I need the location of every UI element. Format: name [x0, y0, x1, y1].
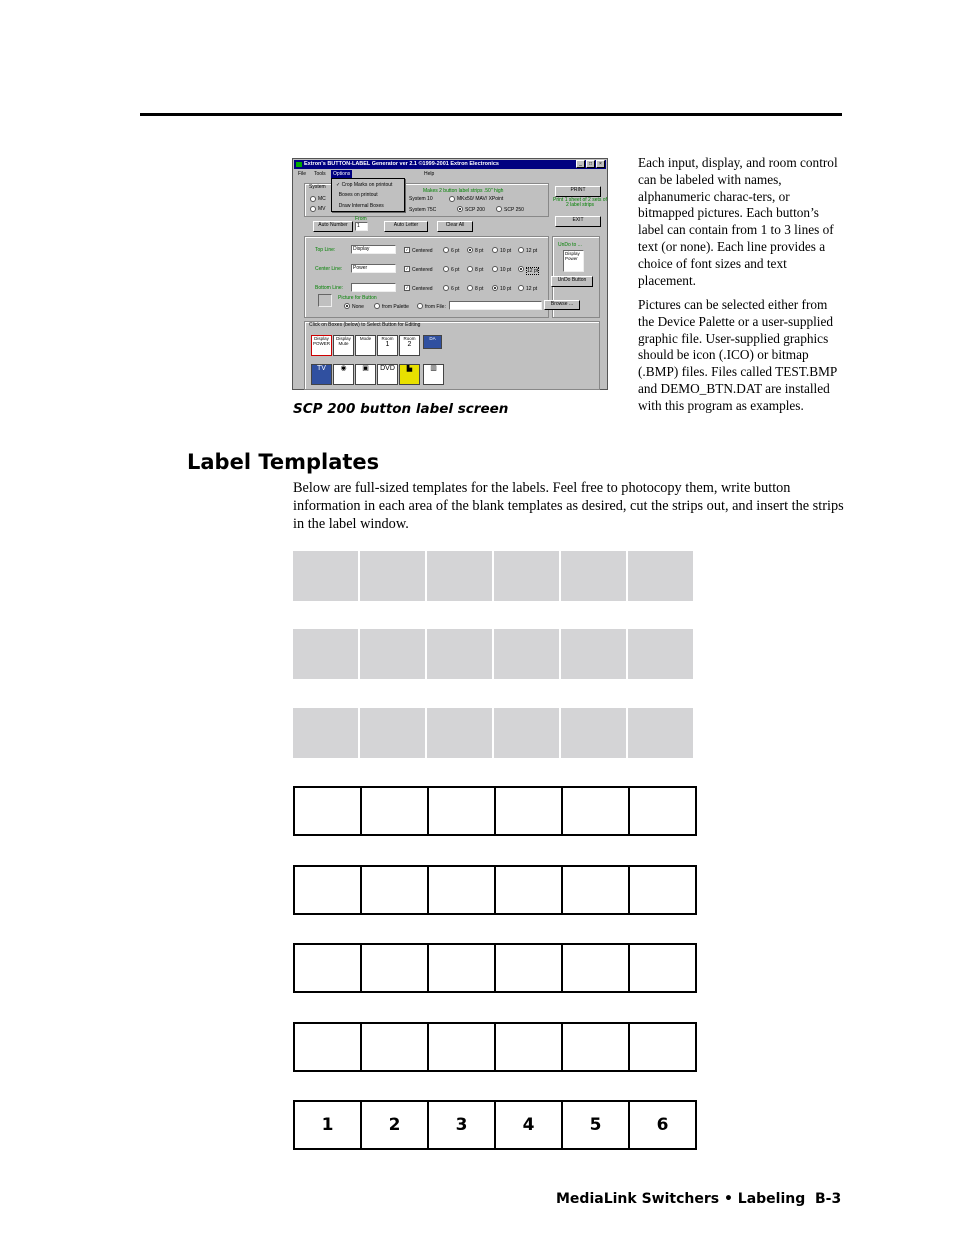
label-button-1[interactable]: Display POWER: [311, 335, 332, 356]
auto-letter-button[interactable]: Auto Letter: [384, 221, 428, 232]
label-button-3[interactable]: Mode: [355, 335, 376, 356]
numbered-cell: 4: [496, 1102, 563, 1148]
template-cell: [494, 551, 561, 601]
menu-item-crop-marks[interactable]: ✓ Crop Marks on printout: [336, 182, 393, 188]
bottom-10pt-radio[interactable]: [492, 285, 498, 291]
bottom-line-input[interactable]: [351, 283, 396, 292]
menu-tools[interactable]: Tools: [314, 171, 326, 177]
top-rule: [140, 113, 842, 116]
template-cell: [295, 1024, 362, 1070]
numbered-template-strip: [293, 1100, 697, 1150]
browse-button[interactable]: Browse ...: [544, 300, 580, 310]
window-controls: [576, 160, 605, 168]
system-mc-radio[interactable]: [310, 196, 316, 202]
computer-icon[interactable]: ▣: [355, 364, 376, 385]
picture-none-radio[interactable]: [344, 303, 350, 309]
menu-item-boxes[interactable]: Boxes on printout: [338, 192, 378, 198]
template-cell: [293, 708, 360, 758]
undo-to-label: UnDo to ...: [558, 242, 582, 248]
box-template-strip-3: [293, 943, 697, 993]
camera-icon[interactable]: ▙: [399, 364, 420, 385]
numbered-cell: 1: [295, 1102, 362, 1148]
app-icon: [296, 162, 302, 167]
dvd-icon[interactable]: DVD: [377, 364, 398, 385]
print-button[interactable]: PRINT: [555, 186, 601, 197]
template-cell: [494, 629, 561, 679]
template-cell: [563, 788, 630, 834]
top-12pt-radio[interactable]: [518, 247, 524, 253]
numbered-cell: 2: [362, 1102, 429, 1148]
center-10pt-radio[interactable]: [492, 266, 498, 272]
template-cell: [360, 708, 427, 758]
scp200-radio[interactable]: [457, 206, 463, 212]
template-cell: [293, 551, 360, 601]
template-cell: [496, 788, 563, 834]
system-75c-option[interactable]: System 75C: [409, 207, 437, 213]
template-cell: [429, 788, 496, 834]
label-button-5[interactable]: Room 2: [399, 335, 420, 356]
template-cell: [630, 1024, 695, 1070]
template-cell: [427, 629, 494, 679]
box-template-strip-2: [293, 865, 697, 915]
label-button-6[interactable]: DA: [423, 335, 442, 349]
template-cell: [496, 1024, 563, 1070]
scp250-radio[interactable]: [496, 206, 502, 212]
projector-icon[interactable]: ◉: [333, 364, 354, 385]
menu-file[interactable]: File: [298, 171, 307, 177]
close-icon[interactable]: ×: [596, 160, 605, 168]
numbered-cell: 5: [563, 1102, 630, 1148]
side-paragraph-2: Pictures can be selected either from the Device Palette or a user-supplied graphic file. User-supplied graphics should be icon (.ICO) or bitmap (.BMP) files. Files called TEST.BMP and DEMO_BTN.DAT are installed with this program as examples.: [638, 297, 837, 413]
figure-caption: SCP 200 button label screen: [293, 401, 509, 417]
template-cell: [429, 945, 496, 991]
window-title: Extron's BUTTON-LABEL Generator ver 2.1 ©1999-2001 Extron Electronics: [294, 160, 606, 169]
box-template-strip-1: [293, 786, 697, 836]
minimize-icon[interactable]: _: [576, 160, 585, 168]
bottom-centered-checkbox[interactable]: ✓: [405, 285, 409, 290]
template-cell: [563, 1024, 630, 1070]
template-cell: [561, 551, 628, 601]
click-note: Click on Boxes (below) to Select Button for Editing: [309, 322, 421, 328]
template-cell: [429, 867, 496, 913]
maximize-icon[interactable]: □: [586, 160, 595, 168]
template-cell: [496, 945, 563, 991]
options-dropdown: [331, 178, 405, 212]
label-button-2[interactable]: Display Mute: [333, 335, 354, 356]
audio-icon[interactable]: ▥: [423, 364, 444, 385]
template-cell: [362, 945, 429, 991]
top-6pt-radio[interactable]: [443, 247, 449, 253]
picture-file-radio[interactable]: [417, 303, 423, 309]
picture-file-input[interactable]: [449, 301, 542, 310]
body-paragraph: Below are full-sized templates for the labels. Feel free to photocopy them, write button information in each area of the blank templates as desired, cut the strips out, and insert the strips in the label window.: [293, 480, 844, 532]
template-cell: [630, 867, 695, 913]
footer-text: MediaLink Switchers • Labeling: [556, 1191, 806, 1207]
template-cell: [427, 708, 494, 758]
top-10pt-radio[interactable]: [492, 247, 498, 253]
template-cell: [429, 1024, 496, 1070]
from-label: From: [355, 216, 367, 222]
makes-note: Makes 2 button label strips .50" high: [423, 188, 504, 194]
system-10-option[interactable]: System 10: [409, 196, 433, 202]
template-cell: [630, 788, 695, 834]
print-note: Print 1 sheet of 2 sets of 2 label strips: [553, 197, 607, 208]
template-cell: [360, 629, 427, 679]
template-cell: [496, 867, 563, 913]
menu-help[interactable]: Help: [424, 171, 435, 177]
template-cell: [362, 867, 429, 913]
menu-item-internal-boxes[interactable]: Draw Internal Boxes: [338, 203, 384, 209]
template-cell: [362, 788, 429, 834]
tv-icon[interactable]: TV: [311, 364, 332, 385]
center-8pt-radio[interactable]: [467, 266, 473, 272]
template-cell: [295, 867, 362, 913]
template-cell: [295, 788, 362, 834]
template-cell: [295, 945, 362, 991]
gray-template-strip-2: [293, 629, 697, 679]
mkx-radio[interactable]: [449, 196, 455, 202]
template-cell: [630, 945, 695, 991]
center-12pt-radio[interactable]: [518, 266, 524, 272]
from-field[interactable]: 1: [355, 222, 368, 231]
gray-template-strip-3: [293, 708, 697, 758]
page-number: B-3: [815, 1191, 842, 1207]
app-screenshot: Extron's BUTTON-LABEL Generator ver 2.1 ©1999-2001 Extron Electronics _ □ × File Tools Options Help ✓ Crop Marks on printout Boxes on printout Draw Internal Boxes System MC MV Makes 2 button label strips .50" high System 10 MKx50/ MAV/ XPoint System 75C SCP 200 SCP 250 PRINT Print 1 sheet of 2 sets of 2 label strips EXIT From Auto Number 1 Auto Letter Clear All Top Line: Display ✓ Centered 6 pt 8 pt 10 pt 12 pt Center Line: Power ✓ Centered 6 pt 8 pt 10 pt 12 pt Bottom Line: ✓ Centered 6 pt 8 pt 10 pt 12 pt Picture for Button None from Palette from File: UnDo to ... Display Power UnDo Button Browse ... Click on Boxes (below) to Select Button for Editing Display POWER Display Mute Mode Room 1 Room 2 DA TV ◉ ▣ DVD ▙ ▥: [292, 158, 608, 390]
label-button-4[interactable]: Room 1: [377, 335, 398, 356]
template-cell: [628, 708, 693, 758]
section-heading: Label Templates: [187, 450, 380, 474]
picture-preview: [318, 294, 332, 307]
center-line-input[interactable]: Power: [351, 264, 396, 273]
center-6pt-radio[interactable]: [443, 266, 449, 272]
template-cell: [561, 629, 628, 679]
template-cell: [563, 867, 630, 913]
box-template-strip-4: [293, 1022, 697, 1072]
template-cell: [427, 551, 494, 601]
template-cell: [561, 708, 628, 758]
top-line-input[interactable]: Display: [351, 245, 396, 254]
template-cell: [293, 629, 360, 679]
picture-label: Picture for Button: [338, 295, 377, 301]
system-label: System: [309, 184, 326, 190]
numbered-cell: 3: [429, 1102, 496, 1148]
picture-palette-radio[interactable]: [374, 303, 380, 309]
exit-button[interactable]: EXIT: [555, 216, 601, 227]
top-8pt-radio[interactable]: [467, 247, 473, 253]
template-cell: [628, 629, 693, 679]
top-centered-checkbox[interactable]: ✓: [405, 247, 409, 252]
template-cell: [628, 551, 693, 601]
undo-button[interactable]: UnDo Button: [551, 276, 593, 287]
auto-number-button[interactable]: Auto Number: [313, 221, 353, 232]
bottom-8pt-radio[interactable]: [467, 285, 473, 291]
template-cell: [360, 551, 427, 601]
template-cell: [362, 1024, 429, 1070]
side-paragraph-1: Each input, display, and room control can be labeled with names, alphanumeric charac-ters, or bitmapped pictures. Each button’s label can contain from 1 to 3 lines of text (or none). Each line provides a choice of font sizes and text placement.: [638, 155, 838, 288]
numbered-cell: 6: [656, 1115, 669, 1135]
template-cell: [494, 708, 561, 758]
menu-options[interactable]: Options: [333, 171, 351, 177]
menu-bar: [294, 170, 606, 178]
gray-template-strip-1: [293, 551, 697, 601]
template-cell: [563, 945, 630, 991]
bottom-6pt-radio[interactable]: [443, 285, 449, 291]
undo-preview: Display Power: [563, 250, 584, 272]
center-centered-checkbox[interactable]: ✓: [405, 266, 409, 271]
system-mv-radio[interactable]: [310, 206, 316, 212]
clear-all-button[interactable]: Clear All: [437, 221, 473, 232]
bottom-12pt-radio[interactable]: [518, 285, 524, 291]
